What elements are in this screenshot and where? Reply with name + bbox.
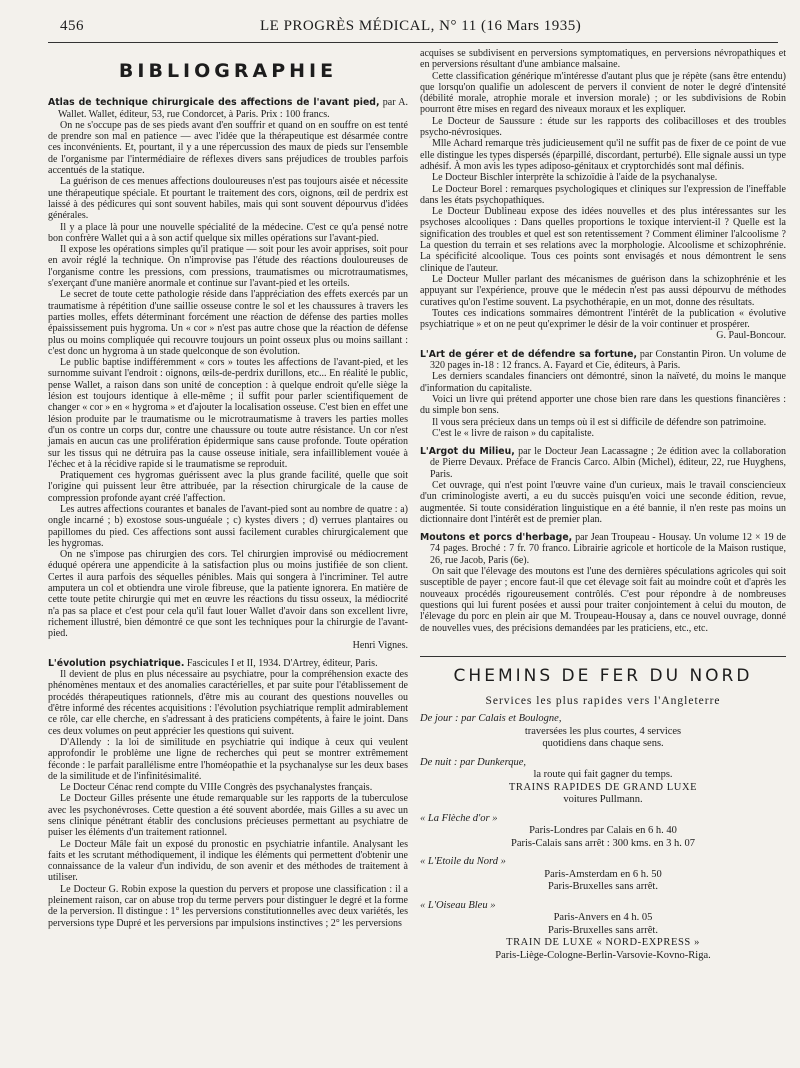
advert-night-label: De nuit <box>420 756 452 768</box>
advert-line: traversées les plus courtes, 4 services <box>524 725 682 737</box>
review-heading-moutons <box>420 532 786 566</box>
review-paragraph: Le Docteur Gilles présente une étude remarquable sur les rapports de la tuberculose avec les psychonévroses. Cette question a été souvent abordée, mais Gilles a su avec un sens clinique pénétrant établir des conclusions précieuses permettant au psychiatre de puiser les éléments d'un traitement rationnel. <box>48 793 408 839</box>
review-paragraph: Il devient de plus en plus nécessaire au psychiatre, pour la compréhension exacte des phénomènes mentaux et des anomalies caractérielles, et par suite pour l'établissement de procédés thérapeutiques rationnels, d'être mis au courant des questions nouvelles ou d'être informé des récentes acquisitions : l'évolution psychiatrique remplit admirablement ce rôle, car elle cherche, en s'adressant à des praticiens compétents, à faire le joint. Dans ces deux volumes on peut apprécier les questions qui suivent. <box>48 669 408 737</box>
book-title: L'évolution psychiatrique. <box>48 657 185 669</box>
review-paragraph: On ne s'impose pas chirurgien des cors. Tel chirurgien improvisé ou médiocrement éduqué opérera une appendicite à la satisfaction plus ou moins justifiée de son client. Certes il aura parfois des séquelles pénibles. Mais qui songera à l'incriminer. Tel autre amputera un col et obtiendra une virole fibreuse, que la patiente ignorera. En matière de cette toute petite chirurgie qui met en œuvre les réactions du tissu osseux, la médiocrité n'a pas sa place et c'est pour cela qu'il faut louer Wallet d'avoir dans son excellent livre, richement illustré, bien démontré ce que sont les techniques pour la chirurgie de l'avant-pied. <box>48 549 408 640</box>
review-signature: Henri Vignes. <box>352 639 408 651</box>
review-paragraph: Le Docteur G. Robin expose la question du pervers et propose une classification : il a pleinement raison, car on abuse trop du terme pervers pour distinguer le degré et la forme de la perversion. Il distingue : 1° les perversions constitutionnelles avec deux variétés, les perversions type Dupré et les perversions par impulsions instinctives ; 2° les perversions <box>48 883 408 929</box>
review-signature: G. Paul-Boncour. <box>716 330 786 342</box>
review-heading-evolution <box>48 658 408 669</box>
review-paragraph: Toutes ces indications sommaires démontrent l'intérêt de la publication « évolutive psychiatrique » et on ne peut qu'exprimer le désir de la voir continuer et prospérer. <box>420 307 786 331</box>
advert-day-label: De jour <box>420 713 453 725</box>
advert-line: la route qui fait gagner du temps. <box>533 769 673 781</box>
book-byline: par Jean Troupeau - Housay. Un volume 12 × 19 de 74 pages. Broché : 7 fr. 70 franco. Librairie agricole et horticole de la Maison rustique, 26, rue Jacob, Paris (6e). <box>430 532 786 566</box>
book-title: Moutons et porcs d'herbage, <box>420 532 573 544</box>
advert-line: Paris-Londres par Calais en 6 h. 40 <box>529 825 677 837</box>
advert-line: quotidiens dans chaque sens. <box>542 738 664 750</box>
advert-line: TRAIN DE LUXE « NORD-EXPRESS » <box>506 937 700 949</box>
review-paragraph: Les derniers scandales financiers ont démontré, sinon la naïveté, du moins le manque d'information du capitaliste. <box>420 371 786 394</box>
review-paragraph: Cette classification générique m'intéresse d'autant plus que je répète (sans être entendu) que lorsqu'on qualifie un adolescent de pervers il convient de noter le degré d'intensité (débilité morale, atrophie morale et inversion morale) ; or les subdivisions de Robin pourront être mises en regard des niveaux moraux et les expliquer. <box>420 70 786 116</box>
review-paragraph: Le public baptise indifféremment « cors » toutes les affections de l'avant-pied, et les surnomme suivant l'endroit : oignons, œils-de-perdrix durillons, etc... En réalité le public, pense Wallet, a raison dans son unité de conception : à quelque endroit qu'elle siège la lésion est toujours identique à elle-même ; il suffit pour parler scientifiquement de changer « cor » en « hygroma » et d'ajouter la localisation osseuse. C'est bien en effet une lésion produite par le traumatisme ou le microtraumatisme à travers les parties molles d'un os contre un corps dur, contre une chaussure ou toute autre résistance. Un cor n'est jamais en aucun cas une prolifération épidermique sans cause profonde. Toute opération sur les tissus qui ne détruira pas la cause osseuse initiale, sera infailliblement vouée à l'échec et à la récidive rapide si le traumatisme se reproduit. <box>48 357 408 470</box>
review-paragraph: Le Docteur Borel : remarques psychologiques et cliniques sur l'expression de l'ineffable dans les états psychopathiques. <box>420 183 786 206</box>
book-byline: par Constantin Piron. Un volume de 320 pages in-18 : 12 francs. A. Fayard et Cie, éditeurs, à Paris. <box>430 348 787 372</box>
running-title: LE PROGRÈS MÉDICAL, N° 11 (16 Mars 1935) <box>260 18 582 34</box>
review-paragraph: La guérison de ces menues affections douloureuses n'est pas toujours aisée et nécessite une thérapeutique spéciale. Et pourtant le traitement des cors, oignons, œil de perdrix est laissé à des pédicures qui sont souvent habiles, mais qui sont souvent dépourvus d'idées générales. <box>48 176 408 222</box>
review-paragraph: Cet ouvrage, qui n'est point l'œuvre vaine d'un curieux, mais le travail consciencieux d'un criminologiste averti, a eu du succès puisqu'en voici une seconde édition, revue, augmentée. Si toute considération linguistique en a été bannie, il n'en reste pas moins un dictionnaire dont l'intérêt est de premier plan. <box>420 479 786 525</box>
advert-day-route: : par Calais et Boulogne, <box>455 713 562 725</box>
review-paragraph: Le Docteur de Saussure : étude sur les rapports des colibacilloses et des troubles psycho-névrosiques. <box>420 115 786 139</box>
advert-line: Paris-Amsterdam en 6 h. 50 <box>544 868 662 880</box>
section-title: BIBLIOGRAPHIE <box>118 60 338 82</box>
review-paragraph: D'Allendy : la loi de similitude en psychiatrie qui indique à ceux qui veulent approfondir le problème une ligne de recherches qui peut se montrer extrêmement féconde : le parfait parallélisme entre l'homéopathie et la psychanalyse sur les deux bases de la similitude et de l'infinitésimalité. <box>48 736 408 782</box>
review-paragraph: Il y a place là pour une nouvelle spécialité de la médecine. C'est ce qu'a pensé notre bon confrère Wallet qui a à son actif quelque six milles opérations sur l'avant-pied. <box>48 221 408 244</box>
review-paragraph: Le secret de toute cette pathologie réside dans l'appréciation des effets exercés par un traumatisme à répétition d'une saillie osseuse contre le sol et les chaussures à travers les parties molles, effets déterminant forcément une réaction de défense des parties molles épaississement puis hygroma. Un « cor » n'est pas autre chose que la réaction de défense plus ou moins compliquée qui recouvre toujours un point osseux plus ou moins saillant : c'est donc un hygroma à un stade quelconque de son évolution. <box>48 289 408 357</box>
advert-night-row <box>420 757 786 770</box>
book-title: L'Art de gérer et de défendre sa fortune, <box>420 348 637 360</box>
advert-etoile-label: « L'Etoile du Nord » <box>420 856 506 868</box>
review-paragraph: Le Docteur Cénac rend compte du VIIIe Congrès des psychanalystes français. <box>60 782 373 794</box>
page-number: 456 <box>60 18 84 34</box>
advert-subtitle: Services les plus rapides vers l'Angleterre <box>485 695 721 708</box>
review-paragraph: Voici un livre qui prétend apporter une chose bien rare dans les questions financières : du simple bon sens. <box>420 393 786 417</box>
review-paragraph: On sait que l'élevage des moutons est l'une des dernières spéculations agricoles qui soit susceptible de payer ; encore faut-il que cet élevage soit fait au moindre coût et d'après les nouveaux procédés rigoureusement contrôlés. C'est pour répondre à de nombreuses questions qui lui furent posées et aussi pour traiter conjointement à celui du mouton, de l'élevage du porc en plein air que M. Troupeau-Housay a, dans ce nouvel ouvrage, donné de nouvelles vues, des précisions demandées par les praticiens, etc., etc. <box>420 566 786 634</box>
advert-day-row <box>420 713 786 726</box>
review-heading-fortune <box>420 349 786 372</box>
advert-line: TRAINS RAPIDES DE GRAND LUXE <box>508 781 698 793</box>
railway-advertisement <box>420 656 786 963</box>
review-paragraph: Le Docteur Bischler interprète la schizoïdie à l'aide de la psychanalyse. <box>432 172 718 184</box>
review-heading-atlas <box>48 97 408 120</box>
advert-title: CHEMINS DE FER DU NORD <box>453 665 753 686</box>
running-header <box>60 18 770 40</box>
advert-line: Paris-Bruxelles sans arrêt. <box>548 881 658 893</box>
review-paragraph: Le Docteur Muller parlant des mécanismes de guérison dans la schizophrénie et les appuyant sur l'expérience, prouve que le médecin n'est pas aussi dépourvu de méthodes curatives qu'on l'estime souvent. La psychothérapie, en un mot, donne des résultats. <box>420 273 786 308</box>
review-paragraph: On ne s'occupe pas de ses pieds avant d'en souffrir et quand on en souffre on est tenté de prendre son mal en patience — avec l'idée que la thérapeutique est désarmée contre ces inconvénients. Et, pourtant, il y a une répercussion des maux de pieds sur l'ensemble de l'organisme par l'intermédiaire de réflexes divers sans préjudices de troubles parfois accentués de la statique. <box>48 119 408 177</box>
book-byline: Fascicules I et II, 1934. D'Artrey, éditeur, Paris. <box>186 657 378 669</box>
advert-line: Paris-Liège-Cologne-Berlin-Varsovie-Kovno-Riga. <box>495 949 711 961</box>
review-paragraph: Les autres affections courantes et banales de l'avant-pied sont au nombre de quatre : a) ongle incarné ; b) exostose sous-unguéale ; c) kystes divers ; d) verrues plantaires ou papillomes du pied. Ces affections sont aussi facilement curables chirurgicalement que les hygromas. <box>48 503 408 549</box>
review-paragraph: Le Docteur Mâle fait un exposé du pronostic en psychiatrie infantile. Analysant les faits et les scrutant méthodiquement, il indique les éléments qui permettent d'obtenir une connaissance de la valeur d'un individu, de son avenir et des méthodes de traitement à utiliser. <box>48 838 408 884</box>
book-byline: par A. Wallet. Wallet, éditeur, 53, rue Condorcet, à Paris. Prix : 100 francs. <box>58 97 408 120</box>
advert-fleche-label: « La Flèche d'or » <box>420 812 498 824</box>
right-column <box>420 48 786 962</box>
advert-line: voitures Pullmann. <box>563 794 643 806</box>
advert-line: Paris-Anvers en 4 h. 05 <box>553 912 653 924</box>
review-paragraph: Il expose les opérations simples qu'il pratique — soit pour les avoir apprises, soit pour en avoir réglé la technique. On n'improvise pas l'étude des réactions douloureuses de l'organisme contre les pressions, com pressions, traumatismes ou microtraumatismes, s'exerçant d'une manière anormale et continue sur l'avant-pied et les orteils. <box>48 244 408 290</box>
left-column <box>48 48 408 929</box>
review-paragraph: C'est le « livre de raison » du capitaliste. <box>432 427 595 439</box>
advert-line: Paris-Calais sans arrêt : 300 kms. en 3 h. 07 <box>510 837 695 849</box>
review-heading-argot <box>420 446 786 480</box>
review-paragraph: acquises se subdivisent en perversions symptomatiques, en perversions névropathiques et en perversions résultant d'une ambiance malsaine. <box>420 48 786 71</box>
header-rule <box>48 42 778 43</box>
review-paragraph: Le Docteur Dublineau expose des idées nouvelles et des plus intéressantes sur les psychoses alcooliques : Dans quelles proportions le toxique intervient-il ? Quelle est la signification des troubles et quel est son retentissement ? Comment éliminer l'alcoolisme ? La question du terrain et ses relations avec la morphologie. Alcoolisme et schizophrénie. La spécificité alcoolique. Tous ces points sont envisagés et nous démontrent le sens clinique de l'auteur. <box>420 206 786 274</box>
advert-line: Paris-Bruxelles sans arrêt. <box>548 924 658 936</box>
book-title: Atlas de technique chirurgicale des affections de l'avant pied, <box>48 97 380 109</box>
review-paragraph: Il vous sera précieux dans un temps où il est si difficile de défendre son patrimoine. <box>432 416 767 428</box>
review-paragraph: Mlle Achard remarque très judicieusement qu'il ne suffit pas de fixer de ce point de vue elle distingue les types dispersés (éparpillé, discordant, perturbé). Elle signale aussi un type adhésif. À mon avis les types adiposo-génitaux et cryptorchidés sont mal définis. <box>420 138 786 172</box>
advert-oiseau-label: « L'Oiseau Bleu » <box>420 899 496 911</box>
advert-night-route: : par Dunkerque, <box>453 756 527 768</box>
book-byline: par le Docteur Jean Lacassagne ; 2e édition avec la collaboration de Pierre Devaux. Préface de Francis Carco. Albin (Michel), éditeur, 22, rue Huyghens, Paris. <box>430 446 786 480</box>
review-paragraph: Pratiquement ces hygromas guérissent avec la plus grande facilité, quelle que soit l'origine qui puissent leur être attribuée, par la résection chirurgicale de la cause de compression profonde ayant créé l'affection. <box>48 470 408 504</box>
book-title: L'Argot du Milieu, <box>420 446 515 458</box>
